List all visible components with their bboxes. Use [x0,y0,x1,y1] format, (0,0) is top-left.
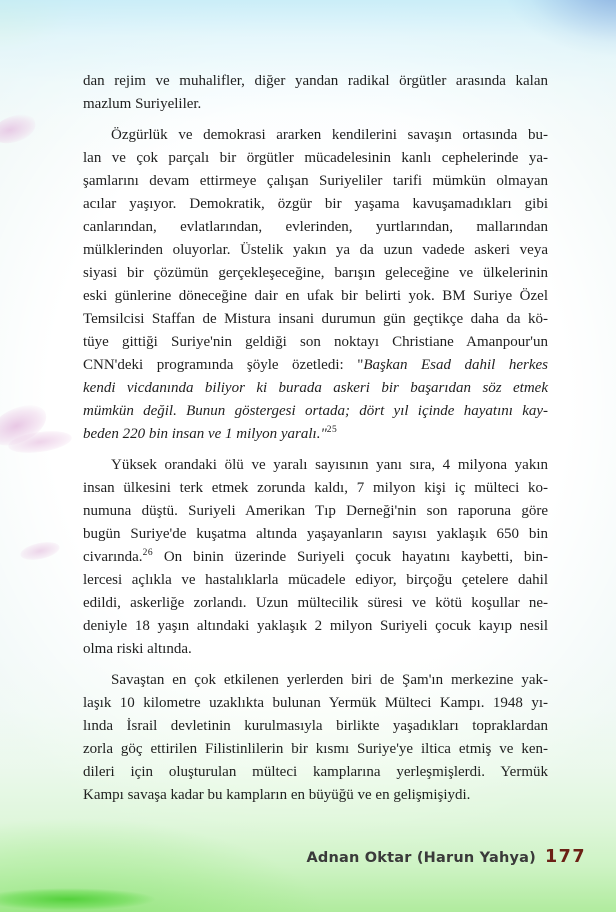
text-line: CNN'deki programında şöyle özetledi: "Başkan Esad dahil herkes [83,357,548,373]
text-line: dileri için oluşturulan mülteci kamplarına yerleşmişlerdi. Yermük [83,764,548,780]
text-line: canlarından, evlatlarından, evlerinden, yurtlarından, mallarından [83,219,548,235]
text-line: Savaştan en çok etkilenen yerlerden biri de Şam'ın merkezine yak- [111,672,548,688]
text-line: insan ülkesini terk etmek zorunda kaldı, 7 milyon kişi iç mülteci ko- [83,480,548,496]
flower-decoration [7,428,73,457]
text-line: lan ve çok parçalı bir örgütler mücadelesinin kanlı cephelerinde ya- [83,150,548,166]
text-line: olma riski altında. [83,641,192,657]
text-line: laşık 10 kilometre uzaklıkta bulunan Yermük Mülteci Kampı. 1948 yı- [83,695,548,711]
text-line: eski günlerine döneceğine dair en ufak bir belirti yok. BM Suriye Özel [83,288,548,304]
flower-decoration [0,399,52,451]
text-line: civarında.$^{26}$ On binin üzerinde Suriyeli çocuk hayatını kaybetti, bin- [83,548,548,565]
text-line: numuna düştü. Suriyeli Amerikan Tıp Derneği'nin son raporuna göre [83,503,548,519]
text-line: mazlum Suriyeliler. [83,96,202,112]
text-line: zorla göç ettirilen Filistinlilerin bir kısmı Suriye'ye iltica etmiş ve ken- [83,741,548,757]
text-line: lercesi açlıkla ve hastalıklarla mücadele ediyor, birçoğu çetelere dahil [83,572,548,588]
text-line: acılar yaşıyor. Demokratik, özgür bir yaşama kavuşamadıkları gibi [83,196,548,212]
paragraph [83,454,548,661]
text-line: deniyle 18 yaşın altındaki yaklaşık 2 milyon Suriyeli çocuk kayıp nesil [83,618,548,634]
paragraph [83,124,548,446]
flower-decoration [19,539,61,563]
body-text-column [83,70,548,815]
text-line: bugün Suriye'de kuşatma altında yaşayanların sayısı yaklaşık 650 bin [83,526,548,542]
text-line: Temsilcisi Staffan de Mistura insani durumun gün geçtikçe daha da kö- [83,311,548,327]
text-line: mümkün değil. Bunun göstergesi ortada; dört yıl içinde hayatını kay- [83,403,548,419]
text-line: Kampı savaşa kadar bu kampların en büyüğü ve en gelişmişiydi. [83,787,471,803]
text-line: beden 220 bin insan ve 1 milyon yaralı."$^{25}$ [83,425,338,442]
text-line: Özgürlük ve demokrasi ararken kendilerini savaşın ortasında bu- [111,127,548,143]
text-line: mülklerinden oluyorlar. Üstelik yakın ya da uzun vadede askeri veya [83,242,548,258]
page-number: 177 [544,847,586,867]
text-line: siyasi bir çözümün gerçekleşeceğine, barışın geleceğine ve ülkelerinin [83,265,548,281]
paragraph [83,70,548,116]
text-line: tüye gittiği Suriye'nin geldiği son noktayı Christiane Amanpour'un [83,334,548,350]
author-name: Adnan Oktar (Harun Yahya) [306,850,536,866]
text-line: edildi, askerliğe zorlandı. Uzun mültecilik süresi ve kötü koşullar ne- [83,595,548,611]
text-line: lında İsrail devletinin kurulmasıyla birlikte yaşadıkları topraklardan [83,718,548,734]
text-line: Yüksek orandaki ölü ve yaralı sayısının yanı sıra, 4 milyona yakın [111,457,548,473]
footnote-reference: 26 [142,548,154,558]
paragraph [83,669,548,807]
text-line: dan rejim ve muhalifler, diğer yandan radikal örgütler arasında kalan [83,73,548,89]
flower-decoration [0,111,38,147]
footnote-reference: 25 [326,425,338,435]
page-footer [306,847,586,867]
text-line: kendi vicdanında biliyor ki burada askeri bir başarıdan söz etmek [83,380,548,396]
text-line: şamlarını devam ettirmeye çalışan Suriyeliler tarifi mümkün olmayan [83,173,548,189]
